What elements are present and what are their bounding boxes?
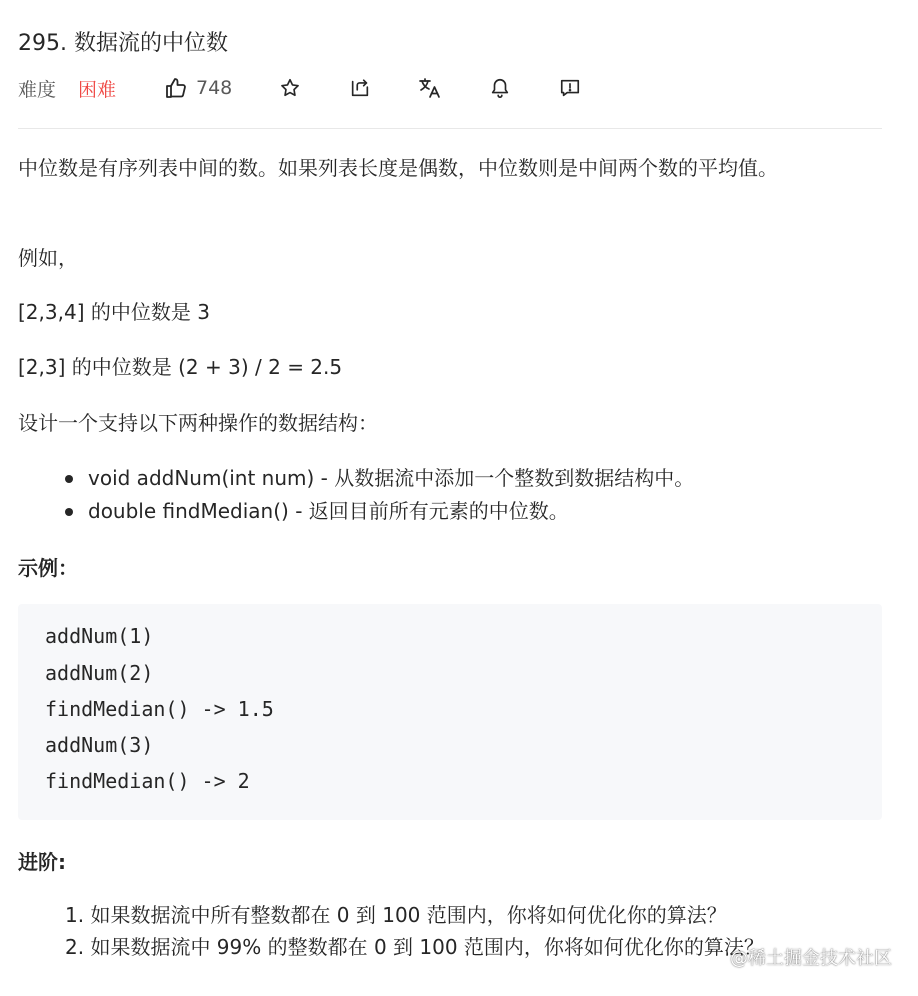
header-divider: [18, 128, 882, 129]
bullet-icon: [65, 475, 73, 483]
translate-icon: [418, 76, 442, 100]
code-line: addNum(2): [45, 661, 154, 685]
feedback-button[interactable]: [556, 74, 584, 102]
code-line: addNum(1): [45, 624, 154, 648]
star-icon: [279, 77, 301, 99]
like-button[interactable]: [164, 72, 232, 104]
operation-text: void addNum(int num) - 从数据流中添加一个整数到数据结构中。: [88, 466, 695, 490]
translate-button[interactable]: [416, 74, 444, 102]
thumbs-up-icon: [164, 76, 188, 100]
like-count: 748: [196, 77, 233, 99]
difficulty-label: 难度: [18, 78, 57, 101]
description-intro: 中位数是有序列表中间的数。如果列表长度是偶数，中位数则是中间两个数的平均值。: [18, 156, 778, 180]
favorite-button[interactable]: [276, 74, 304, 102]
advanced-heading: 进阶:: [18, 850, 66, 874]
example-code-block: [18, 604, 882, 820]
list-item: 2. 如果数据流中 99% 的整数都在 0 到 100 范围内，你将如何优化你的算法？: [65, 935, 764, 959]
code-line: findMedian() -> 1.5: [45, 697, 274, 721]
description-design-prompt: 设计一个支持以下两种操作的数据结构：: [18, 411, 378, 435]
feedback-icon: [559, 77, 581, 99]
advanced-list: [18, 899, 764, 963]
list-item: [18, 495, 694, 528]
code-line: addNum(3): [45, 733, 154, 757]
share-button[interactable]: [346, 74, 374, 102]
operation-text: double findMedian() - 返回目前所有元素的中位数。: [88, 499, 569, 523]
bell-icon: [489, 77, 511, 99]
description-example-intro: 例如，: [18, 246, 78, 270]
list-item: 1. 如果数据流中所有整数都在 0 到 100 范围内，你将如何优化你的算法？: [65, 903, 727, 927]
bullet-icon: [65, 508, 73, 516]
description-example-1: [2,3,4] 的中位数是 3: [18, 300, 210, 324]
example-heading: 示例：: [18, 556, 78, 580]
description-example-2: [2,3] 的中位数是 (2 + 3) / 2 = 2.5: [18, 355, 343, 379]
problem-meta-bar: [18, 72, 882, 104]
list-item: [18, 462, 694, 495]
code-line: findMedian() -> 2: [45, 769, 250, 793]
watermark: @稀土掘金技术社区: [730, 948, 892, 969]
subscribe-button[interactable]: [486, 74, 514, 102]
share-icon: [349, 77, 371, 99]
operations-list: [18, 462, 694, 528]
difficulty-badge: 困难: [78, 78, 117, 101]
problem-title: 295. 数据流的中位数: [18, 31, 228, 56]
